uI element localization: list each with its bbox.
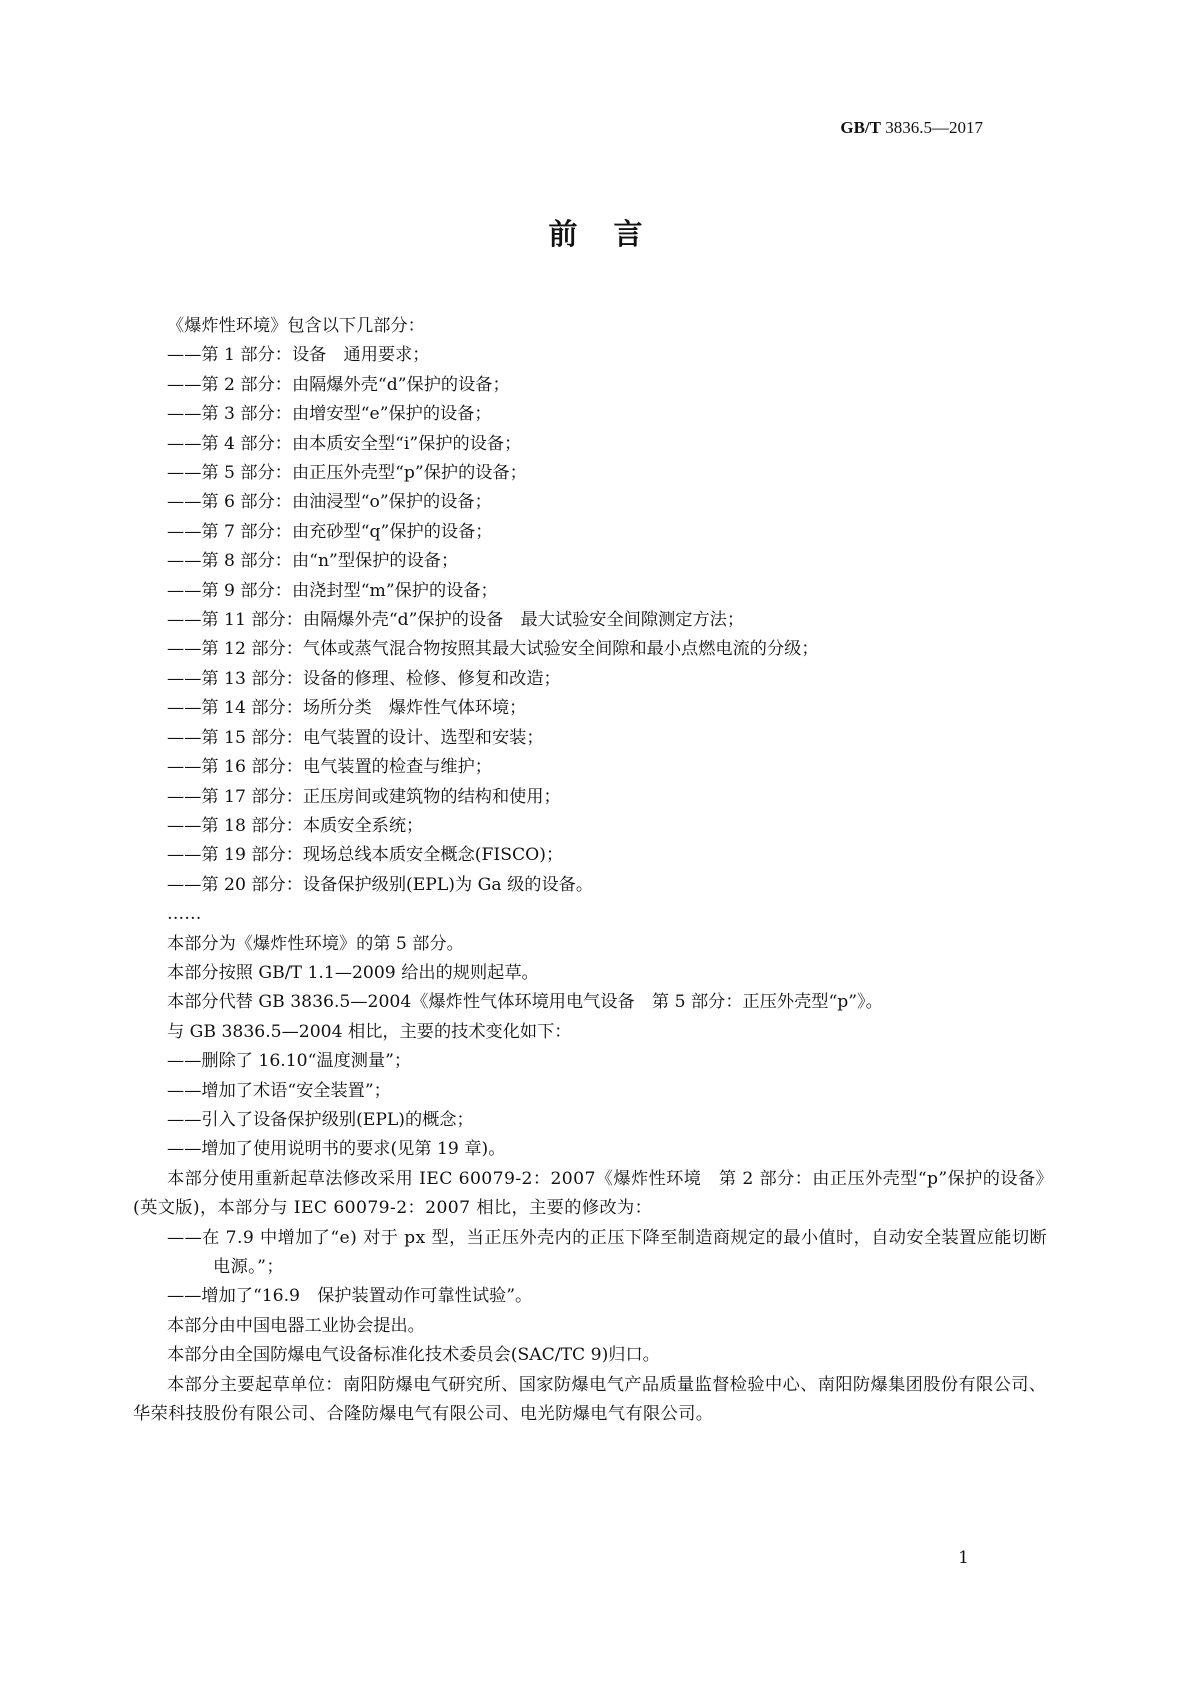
- change-list-item: ——删除了 16.10“温度测量”；: [167, 1051, 412, 1072]
- part-list-item: ——第 8 部分：由“n”型保护的设备；: [167, 551, 459, 572]
- part-list-item: ——第 4 部分：由本质安全型“i”保护的设备；: [167, 433, 522, 454]
- drafting-units-paragraph: 本部分主要起草单位：南阳防爆电气研究所、国家防爆电气产品质量监督检验中心、南阳防爆集团股份有限公司、华荣科技股份有限公司、合隆防爆电气有限公司、电光防爆电气有限公司。: [133, 1374, 1047, 1425]
- part-list-item: ——第 14 部分：场所分类 爆炸性气体环境；: [167, 698, 527, 719]
- foreword-body: [133, 312, 1057, 1429]
- part-list-item: ——第 17 部分：正压房间或建筑物的结构和使用；: [167, 786, 561, 807]
- part-list-item: ——第 20 部分：设备保护级别(EPL)为 Ga 级的设备。: [167, 874, 594, 895]
- part-list-item: ——第 19 部分：现场总线本质安全概念(FISCO)；: [167, 845, 564, 866]
- part-list-item: ——第 2 部分：由隔爆外壳“d”保护的设备；: [167, 374, 510, 395]
- part-list-item: ——第 1 部分：设备 通用要求；: [167, 345, 430, 366]
- list-ellipsis: ……: [167, 904, 202, 925]
- part-list-item: ——第 7 部分：由充砂型“q”保护的设备；: [167, 521, 493, 542]
- standard-code-number: 3836.5—2017: [885, 118, 983, 137]
- centralized-by-paragraph: 本部分由全国防爆电气设备标准化技术委员会(SAC/TC 9)归口。: [167, 1345, 660, 1366]
- part-list-item: ——第 18 部分：本质安全系统；: [167, 815, 424, 836]
- part-list-item: ——第 11 部分：由隔爆外壳“d”保护的设备 最大试验安全间隙测定方法；: [167, 610, 745, 631]
- part-list-item: ——第 9 部分：由浇封型“m”保护的设备；: [167, 580, 498, 601]
- standard-code: [840, 118, 983, 138]
- page-title: 前言: [548, 217, 679, 251]
- changes-intro-paragraph: 与 GB 3836.5—2004 相比，主要的技术变化如下：: [167, 1021, 572, 1042]
- page-number: 1: [958, 1548, 969, 1568]
- standard-code-prefix: GB/T: [840, 118, 881, 137]
- part-list-item: ——第 13 部分：设备的修理、检修、修复和改造；: [167, 668, 561, 689]
- replaces-paragraph: 本部分代替 GB 3836.5—2004《爆炸性气体环境用电气设备 第 5 部分：正压外壳型“p”》。: [167, 992, 883, 1013]
- proposed-by-paragraph: 本部分由中国电器工业协会提出。: [167, 1315, 425, 1336]
- part-list-item: ——第 12 部分：气体或蒸气混合物按照其最大试验安全间隙和最小点燃电流的分级；: [167, 639, 819, 660]
- part-list-item: ——第 6 部分：由油浸型“o”保护的设备；: [167, 492, 492, 513]
- iec-adoption-paragraph: 本部分使用重新起草法修改采用 IEC 60079-2：2007《爆炸性环境 第 2 部分：由正压外壳型“p”保护的设备》(英文版)，本部分与 IEC 60079-2：2007 相比，主要的修改为：: [133, 1168, 1054, 1219]
- part-list-item: ——第 5 部分：由正压外壳型“p”保护的设备；: [167, 463, 527, 484]
- modification-list-item: ——在 7.9 中增加了“e) 对于 px 型，当正压外壳内的正压下降至制造商规定的最小值时，自动安全装置应能切断电源。”；: [167, 1227, 1048, 1277]
- part-number-paragraph: 本部分为《爆炸性环境》的第 5 部分。: [167, 933, 464, 954]
- part-list-item: ——第 16 部分：电气装置的检查与维护；: [167, 757, 492, 778]
- intro-paragraph: 《爆炸性环境》包含以下几部分：: [167, 316, 425, 336]
- change-list-item: ——增加了术语“安全装置”；: [167, 1080, 391, 1101]
- part-list-item: ——第 15 部分：电气装置的设计、选型和安装；: [167, 727, 544, 748]
- modification-list-item: ——增加了“16.9 保护装置动作可靠性试验”。: [167, 1286, 533, 1307]
- change-list-item: ——引入了设备保护级别(EPL)的概念；: [167, 1109, 474, 1130]
- change-list-item: ——增加了使用说明书的要求(见第 19 章)。: [167, 1139, 506, 1160]
- part-list-item: ——第 3 部分：由增安型“e”保护的设备；: [167, 404, 492, 425]
- drafting-rules-paragraph: 本部分按照 GB/T 1.1—2009 给出的规则起草。: [167, 962, 539, 983]
